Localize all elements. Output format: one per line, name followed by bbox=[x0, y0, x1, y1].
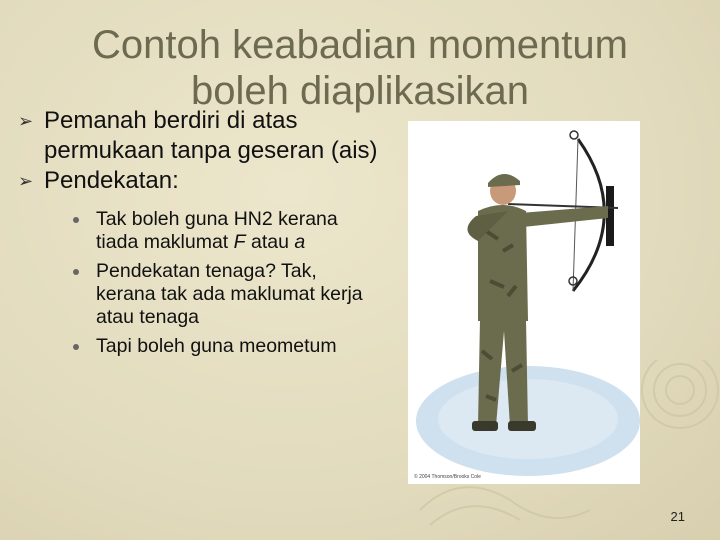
arrow-bullet-icon: ➢ bbox=[18, 111, 34, 131]
photo-credit: © 2004 Thomson/Brooks Cole bbox=[414, 474, 481, 480]
dot-bullet-icon bbox=[70, 208, 96, 231]
bullet-list bbox=[18, 106, 408, 364]
bullet-text: Pemanah berdiri di atas permukaan tanpa geseran (ais) bbox=[44, 107, 378, 164]
page-number: 21 bbox=[670, 509, 685, 524]
sub-bullet-item bbox=[70, 335, 370, 358]
archer-photo bbox=[408, 121, 640, 484]
arrow-bullet-icon: ➢ bbox=[18, 171, 34, 191]
dot-bullet-icon bbox=[70, 335, 96, 358]
sub-bullet-text: Tak boleh guna HN2 kerana tiada maklumat F atau a bbox=[96, 208, 338, 253]
sub-bullet-text: Tapi boleh guna meometum bbox=[96, 335, 337, 357]
dot-bullet-icon bbox=[70, 260, 96, 283]
sub-bullet-text: Pendekatan tenaga? Tak, kerana tak ada maklumat kerja atau tenaga bbox=[96, 260, 363, 328]
bullet-text: Pendekatan: bbox=[44, 167, 179, 194]
sub-bullet-item bbox=[70, 260, 370, 329]
archer-illustration bbox=[408, 121, 640, 484]
sub-bullet-item bbox=[70, 208, 370, 254]
sub-bullet-list bbox=[70, 208, 370, 358]
bullet-item bbox=[18, 106, 408, 166]
slide-title: Contoh keabadian momentum boleh diaplikasikan bbox=[92, 23, 628, 113]
bullet-item bbox=[18, 166, 408, 196]
